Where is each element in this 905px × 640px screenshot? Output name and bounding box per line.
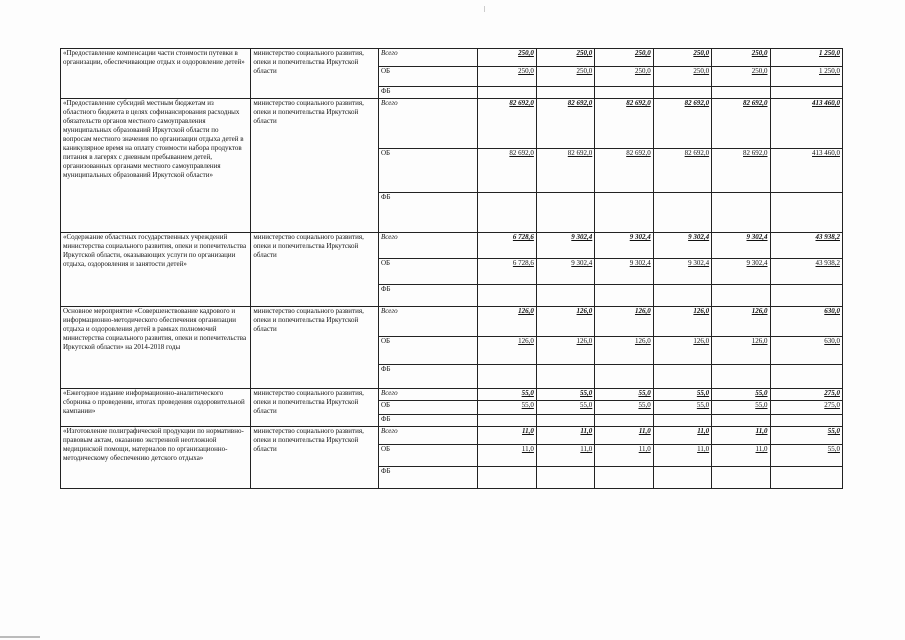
- year-value-cell: [478, 87, 536, 99]
- executor-cell: министерство социального развития, опеки и попечительства Иркутской области: [251, 427, 379, 489]
- year-value-cell: 55,0: [595, 389, 653, 401]
- year-value-cell: [712, 87, 770, 99]
- year-value-cell: 9 302,4: [653, 259, 711, 285]
- funding-source-label: ОБ: [378, 445, 478, 467]
- year-value-cell: 9 302,4: [595, 259, 653, 285]
- total-cell: 630,0: [770, 337, 842, 365]
- year-value-cell: 55,0: [478, 389, 536, 401]
- year-value-cell: [595, 415, 653, 427]
- program-description: Основное мероприятие «Совершенствование кадрового и информационно-методического обеспечения организации отдыха и оздоровления детей в рамках полномочий министерства социального развития, опеки и попечительства Иркутской области» на 2014-2018 годы: [61, 307, 251, 389]
- year-value-cell: 250,0: [712, 67, 770, 87]
- table-row: [61, 99, 843, 149]
- table-row: [61, 233, 843, 259]
- total-cell: 1 250,0: [770, 49, 842, 67]
- funding-source-label: ОБ: [378, 337, 478, 365]
- year-value-cell: 55,0: [712, 401, 770, 415]
- year-value-cell: [653, 285, 711, 307]
- year-value-cell: [653, 87, 711, 99]
- year-value-cell: 250,0: [478, 49, 536, 67]
- year-value-cell: 250,0: [653, 49, 711, 67]
- year-value-cell: [595, 365, 653, 389]
- year-value-cell: 126,0: [653, 337, 711, 365]
- year-value-cell: 126,0: [478, 337, 536, 365]
- program-description: «Изготовление полиграфической продукции по нормативно-правовым актам, оказанию экстренной неотложной медицинской помощи, материалов по организационно-методическому обеспечению детского отдыха»: [61, 427, 251, 489]
- year-value-cell: 82 692,0: [712, 149, 770, 193]
- total-cell: 43 938,2: [770, 259, 842, 285]
- year-value-cell: 82 692,0: [595, 99, 653, 149]
- year-value-cell: [595, 285, 653, 307]
- year-value-cell: 126,0: [536, 337, 594, 365]
- year-value-cell: 82 692,0: [536, 99, 594, 149]
- year-value-cell: 126,0: [712, 337, 770, 365]
- year-value-cell: 9 302,4: [712, 259, 770, 285]
- total-cell: 413 460,0: [770, 99, 842, 149]
- year-value-cell: 11,0: [595, 445, 653, 467]
- funding-source-label: ОБ: [378, 259, 478, 285]
- year-value-cell: 82 692,0: [653, 149, 711, 193]
- year-value-cell: 250,0: [595, 49, 653, 67]
- program-description: «Предоставление компенсации части стоимости путевки в организации, обеспечивающие отдых и оздоровление детей»: [61, 49, 251, 99]
- year-value-cell: [536, 193, 594, 233]
- year-value-cell: 82 692,0: [653, 99, 711, 149]
- year-value-cell: [712, 415, 770, 427]
- year-value-cell: [478, 193, 536, 233]
- year-value-cell: 11,0: [653, 427, 711, 445]
- year-value-cell: 11,0: [712, 427, 770, 445]
- year-value-cell: [595, 467, 653, 489]
- table-row: [61, 49, 843, 67]
- year-value-cell: 11,0: [478, 427, 536, 445]
- funding-source-label: Всего: [378, 99, 478, 149]
- funding-source-label: ФБ: [378, 365, 478, 389]
- total-cell: [770, 87, 842, 99]
- scan-artifact: [484, 6, 485, 12]
- total-cell: [770, 365, 842, 389]
- scan-artifact: [0, 636, 40, 638]
- year-value-cell: 82 692,0: [712, 99, 770, 149]
- funding-source-label: ОБ: [378, 149, 478, 193]
- year-value-cell: 250,0: [712, 49, 770, 67]
- year-value-cell: [712, 467, 770, 489]
- year-value-cell: [478, 285, 536, 307]
- funding-source-label: Всего: [378, 49, 478, 67]
- year-value-cell: 11,0: [478, 445, 536, 467]
- funding-source-label: Всего: [378, 307, 478, 337]
- year-value-cell: 55,0: [653, 389, 711, 401]
- year-value-cell: [536, 415, 594, 427]
- executor-cell: министерство социального развития, опеки и попечительства Иркутской области: [251, 307, 379, 389]
- year-value-cell: [478, 467, 536, 489]
- year-value-cell: 9 302,4: [653, 233, 711, 259]
- table-row: [61, 389, 843, 401]
- funding-source-label: ФБ: [378, 87, 478, 99]
- total-cell: 1 250,0: [770, 67, 842, 87]
- funding-source-label: ФБ: [378, 285, 478, 307]
- year-value-cell: 126,0: [478, 307, 536, 337]
- year-value-cell: 126,0: [595, 337, 653, 365]
- year-value-cell: 55,0: [595, 401, 653, 415]
- program-description: «Содержание областных государственных учреждений министерства социального развития, опеки и попечительства Иркутской области, оказывающих услуги по организации отдыха, оздоровления и занятости детей»: [61, 233, 251, 307]
- year-value-cell: [536, 467, 594, 489]
- year-value-cell: [536, 365, 594, 389]
- year-value-cell: 82 692,0: [595, 149, 653, 193]
- total-cell: [770, 193, 842, 233]
- year-value-cell: 11,0: [536, 427, 594, 445]
- executor-cell: министерство социального развития, опеки и попечительства Иркутской области: [251, 389, 379, 427]
- year-value-cell: 250,0: [536, 67, 594, 87]
- year-value-cell: [478, 415, 536, 427]
- funding-source-label: Всего: [378, 233, 478, 259]
- year-value-cell: [653, 193, 711, 233]
- year-value-cell: 6 728,6: [478, 233, 536, 259]
- year-value-cell: 250,0: [595, 67, 653, 87]
- year-value-cell: 250,0: [653, 67, 711, 87]
- total-cell: [770, 415, 842, 427]
- budget-table: [60, 48, 843, 489]
- year-value-cell: 11,0: [712, 445, 770, 467]
- funding-source-label: ФБ: [378, 193, 478, 233]
- year-value-cell: 11,0: [595, 427, 653, 445]
- year-value-cell: 9 302,4: [536, 259, 594, 285]
- year-value-cell: 126,0: [653, 307, 711, 337]
- year-value-cell: [536, 285, 594, 307]
- year-value-cell: [536, 87, 594, 99]
- year-value-cell: [712, 193, 770, 233]
- funding-source-label: ФБ: [378, 415, 478, 427]
- funding-source-label: Всего: [378, 389, 478, 401]
- year-value-cell: 126,0: [536, 307, 594, 337]
- year-value-cell: 82 692,0: [536, 149, 594, 193]
- year-value-cell: 250,0: [478, 67, 536, 87]
- year-value-cell: [653, 467, 711, 489]
- year-value-cell: [712, 365, 770, 389]
- program-description: «Ежегодное издание информационно-аналитического сборника о проведении, итогах проведения оздоровительной кампании»: [61, 389, 251, 427]
- year-value-cell: [595, 193, 653, 233]
- total-cell: 43 938,2: [770, 233, 842, 259]
- year-value-cell: 55,0: [653, 401, 711, 415]
- year-value-cell: 82 692,0: [478, 99, 536, 149]
- total-cell: 55,0: [770, 445, 842, 467]
- year-value-cell: 55,0: [478, 401, 536, 415]
- executor-cell: министерство социального развития, опеки и попечительства Иркутской области: [251, 99, 379, 233]
- year-value-cell: 55,0: [712, 389, 770, 401]
- table-row: [61, 427, 843, 445]
- funding-source-label: ОБ: [378, 401, 478, 415]
- year-value-cell: 11,0: [536, 445, 594, 467]
- year-value-cell: 9 302,4: [536, 233, 594, 259]
- table-body: [61, 49, 843, 489]
- year-value-cell: 6 728,6: [478, 259, 536, 285]
- total-cell: [770, 467, 842, 489]
- year-value-cell: 9 302,4: [712, 233, 770, 259]
- total-cell: 630,0: [770, 307, 842, 337]
- year-value-cell: [712, 285, 770, 307]
- funding-source-label: ФБ: [378, 467, 478, 489]
- year-value-cell: 9 302,4: [595, 233, 653, 259]
- total-cell: 413 460,0: [770, 149, 842, 193]
- year-value-cell: 250,0: [536, 49, 594, 67]
- total-cell: 275,0: [770, 389, 842, 401]
- year-value-cell: 126,0: [712, 307, 770, 337]
- funding-source-label: Всего: [378, 427, 478, 445]
- year-value-cell: 55,0: [536, 401, 594, 415]
- executor-cell: министерство социального развития, опеки и попечительства Иркутской области: [251, 233, 379, 307]
- year-value-cell: [653, 365, 711, 389]
- program-description: «Предоставление субсидий местным бюджетам из областного бюджета в целях софинансирования расходных обязательств органов местного самоуправления муниципальных образований Иркутской области по вопросам местного значения по организации отдыха детей в каникулярное время на оплату стоимости набора продуктов питания в лагерях с дневным пребыванием детей, организованных органами местного самоуправления муниципальных образований Иркутской области»: [61, 99, 251, 233]
- executor-cell: министерство социального развития, опеки и попечительства Иркутской области: [251, 49, 379, 99]
- year-value-cell: [653, 415, 711, 427]
- year-value-cell: [595, 87, 653, 99]
- funding-source-label: ОБ: [378, 67, 478, 87]
- total-cell: 275,0: [770, 401, 842, 415]
- table-row: [61, 307, 843, 337]
- year-value-cell: 82 692,0: [478, 149, 536, 193]
- total-cell: [770, 285, 842, 307]
- year-value-cell: [478, 365, 536, 389]
- year-value-cell: 11,0: [653, 445, 711, 467]
- year-value-cell: 55,0: [536, 389, 594, 401]
- year-value-cell: 126,0: [595, 307, 653, 337]
- total-cell: 55,0: [770, 427, 842, 445]
